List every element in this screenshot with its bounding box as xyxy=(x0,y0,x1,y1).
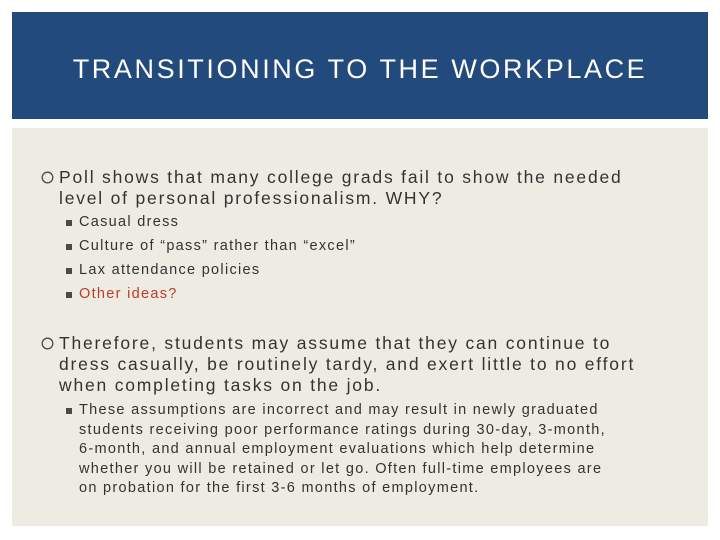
bullet-therefore-line-2: dress casually, be routinely tardy, and exert little to no effort xyxy=(59,354,636,374)
square-bullet-icon xyxy=(66,268,72,274)
slide-title: TRANSITIONING TO THE WORKPLACE xyxy=(72,54,648,84)
sub-assumptions-line-2: students receiving poor performance ratings during 30-day, 3-month, xyxy=(79,421,606,438)
bullet-poll-line-1: Poll shows that many college grads fail to show the needed xyxy=(59,167,623,187)
sub-item-label: Casual dress xyxy=(79,214,180,230)
bullet-therefore-line-3: when completing tasks on the job. xyxy=(59,375,383,395)
sub-assumptions-line-1: These assumptions are incorrect and may result in newly graduated xyxy=(79,402,599,418)
circle-bullet-icon xyxy=(41,337,54,350)
square-bullet-icon xyxy=(66,220,72,226)
sub-item-other-ideas xyxy=(79,285,689,305)
sub-item-label: Lax attendance policies xyxy=(79,262,261,278)
title-bar xyxy=(12,12,708,119)
sub-item-casual-dress xyxy=(79,213,689,233)
sub-item-assumptions xyxy=(79,401,689,499)
bullet-therefore xyxy=(59,333,679,396)
sub-assumptions-line-3: 6-month, and annual employment evaluations which help determine xyxy=(79,441,596,457)
sub-assumptions-line-5: on probation for the first 3-6 months of employment. xyxy=(79,480,480,496)
square-bullet-icon xyxy=(66,292,72,298)
bullet-poll-line-2: level of personal professionalism. WHY? xyxy=(59,188,444,208)
circle-bullet-icon xyxy=(41,171,54,184)
square-bullet-icon xyxy=(66,244,72,250)
sub-item-culture xyxy=(79,237,689,257)
square-bullet-icon xyxy=(66,408,72,414)
bullet-poll xyxy=(59,167,679,209)
sub-assumptions-line-4: whether you will be retained or let go. Often full-time employees are xyxy=(79,460,603,477)
bullet-therefore-line-1: Therefore, students may assume that they can continue to xyxy=(59,333,612,353)
sub-item-label: Culture of “pass” rather than “excel” xyxy=(79,238,356,254)
sub-item-attendance xyxy=(79,261,689,281)
sub-item-label: Other ideas? xyxy=(79,286,178,302)
